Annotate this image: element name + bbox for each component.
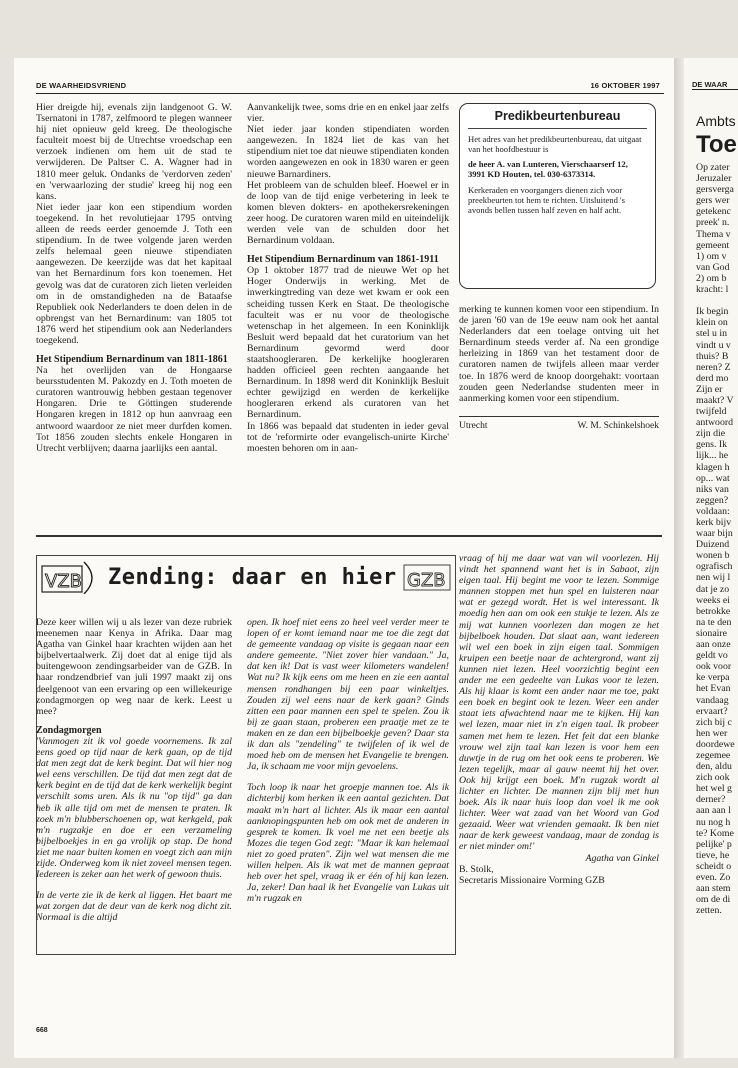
signature-place: Utrecht (459, 420, 488, 431)
paragraph: vraag of hij me daar wat van wil voorlezen. Hij vindt het spannend want het is in Sabaot, zijn eigen taal. Hij begint me voor te lezen. Sommige mannen stoppen met hun spel en luisteren naar wat er gezegd wordt. Het is wel interessant. Ik moedig hen aan om ook een stukje te lezen. Als ze mij wat kunnen voorlezen dan mogen ze het bijbelboek houden. Dat slaat aan, want iedereen wil wel een boek in zijn eigen taal. Sommigen kruipen een beetje naar de achtergrond, want zij kunnen niet lezen. Heel voorzichtig begint een ander me een gedeelte van Lukas voor te lezen. Als hij klaar is komt een ander naar me toe, pakt een boek en begint ook te lezen. Weer een ander staat iets afwachtend naar me te kijken. Hij kan wel lezen, maar niet in z'n eigen taal. Ik probeer samen met hem te lezen. Het feit dat een blanke vrouw wel zijn taal kan lezen is voor hem een duwtje in de rug om het ook eens te proberen. We lezen tegelijk, maar al gauw neemt hij het over. Ook hij krijgt een boek. M'n rugzak wordt al lichter en lichter. De mannen zijn blij met hun boek. Als ik naar huis loop dan voel ik me ook lichter. Weer wat zaad van het Woord van God gezaaid. Weer wat vrienden gemaakt. Ik ben niet naar de kerk geweest vandaag, maar de zondag is er niet minder om!' (459, 553, 659, 853)
next-page-line: derner? (696, 794, 726, 806)
byline-role: Secretaris Missionaire Vorming GZB (459, 874, 605, 886)
next-page-line: tieve, he (696, 849, 730, 861)
next-page-line: lijk... he (696, 450, 729, 462)
next-page-edge (684, 58, 738, 1058)
next-page-line: aan stem (696, 883, 731, 895)
next-page-line: doordewe (696, 738, 735, 750)
next-page-line: derd mo (696, 372, 729, 384)
next-page-line: Ik begin (696, 306, 729, 318)
box-title: Predikbeurtenbureau (494, 109, 621, 123)
next-page-line: gersverga (696, 184, 734, 196)
next-page-line: hen wer (696, 727, 728, 739)
next-page-line: om de di (696, 894, 731, 906)
next-page-line: stel u in (696, 328, 728, 340)
next-page-line: maakt? V (696, 394, 734, 406)
box-intro: Het adres van het predikbeurtenbureau, dat uitgaat van het hoofdbestuur is (468, 133, 642, 154)
next-page-line: 2) om b (696, 272, 727, 284)
next-page-line: geldt vo (696, 650, 728, 662)
next-page-line: ke verpa (696, 672, 730, 684)
page-number: 668 (36, 1027, 48, 1034)
next-page-line: nu nog h (696, 816, 731, 828)
issue-date: 16 OKTOBER 1997 (590, 81, 660, 90)
article-column-1 (36, 102, 232, 454)
next-page-line: Thema v (696, 228, 731, 240)
next-page-line: op... wat (696, 472, 730, 484)
paragraph: merking te kunnen komen voor een stipendium. In de jaren '60 van de 19e eeuw nam ook het aantal Nederlanders dat een toelage ontving uit het Bernardinum steeds verder af. Na een grondige herleizing in 1869 van het testament door de curatoren namen de twijfels alleen maar verder toe. In 1876 werd de knoop doorgehakt: voortaan zouden geen Nederlandse studenten meer in aanmerking komen voor een stipendium. (459, 304, 659, 404)
magazine-name: DE WAARHEIDSVRIEND (36, 81, 127, 90)
next-page-line: klein on (696, 317, 728, 329)
zending-column-1 (36, 617, 232, 923)
next-page-line: wonen b (696, 550, 730, 562)
next-page-line: klagen h (696, 461, 730, 473)
next-page-line: voldaan: (696, 505, 730, 517)
next-page-line: het Evan (696, 683, 731, 695)
paragraph: Aanvankelijk twee, soms drie en en enkel jaar zelfs vier. (247, 102, 449, 125)
next-page-line: Op zater (696, 162, 730, 173)
section-divider (36, 535, 662, 537)
zending-column-2 (247, 617, 449, 904)
next-page-line: twijfeld (696, 406, 727, 418)
next-page-line: zijn die (696, 428, 726, 440)
paragraph: In 1866 was bepaald dat studenten in ieder geval tot de 'reformirte oder evangelisch-unirte Kirche' moesten behoren om in aan- (247, 420, 449, 454)
next-page-line: 1) om v (696, 250, 727, 262)
paragraph: open. Ik hoef niet eens zo heel veel verder meer te lopen of er komt iemand naar me toe die zegt dat de gemeente vandaag op visite is gegaan naar een andere gemeente. "Niet zover hier vandaan." Ja, dat ken ik! Dat is vast weer kilometers wandelen! Wat nu? Ik kijk eens om me heen en zie een aantal mensen rondhangen bij een paar winkeltjes. Zouden zij wel eens naar de kerk gaan? Ginds zitten een paar mannen een spel te spelen. Zou ik bij ze gaan staan, proberen een praatje met ze te maken en ze dan een bijbelboekje geven? Daar sta ik dan als "zendeling" te twijfelen of ik wel de moed heb om de mensen het Evangelie te brengen. Ja, ik schaam me voor mijn gevoelens. (247, 617, 449, 773)
next-page-line: het wel g (696, 783, 732, 795)
next-page-line: vindt u v (696, 339, 731, 351)
next-page-line: ografisch (696, 561, 733, 573)
next-page-line: kerk bijv (696, 517, 732, 528)
next-page-line: antwoord (696, 417, 734, 429)
next-page-line: zetten. (696, 905, 722, 917)
next-page-line: preek' n. (696, 217, 730, 229)
next-page-line: zeggen? (696, 494, 729, 506)
next-page-line: pelijke' p (696, 838, 732, 850)
next-page-line: thuis? B (696, 350, 729, 362)
byline-name: B. Stolk, (459, 863, 494, 875)
next-page-line: sionaire (696, 627, 728, 639)
vzb-logo (40, 560, 102, 594)
next-page-line: van God (696, 261, 730, 273)
next-page-line: weeks ei (696, 594, 731, 606)
next-page-line (696, 295, 738, 306)
next-page-line: scheidt o (696, 860, 732, 872)
next-page-line: getekenc (696, 206, 731, 218)
section-heading: Het Stipendium Bernardinum van 1811-1861 (36, 354, 228, 366)
next-page-line: neren? Z (696, 361, 731, 373)
zending-subhead: Zondagmorgen (36, 724, 102, 736)
box-note: Kerkeraden en voorgangers dienen zich voor preekbeurten tot hem te richten. Uitsluitend 's avonds bellen tussen half zeven en half acht. (468, 184, 625, 215)
zending-intro: Deze keer willen wij u als lezer van deze rubriek meenemen naar Kenya in Afrika. Daar mag Agatha van Ginkel haar krachten wijden aan het bijbelvertaalwerk. Zij doet dat al enige tijd als buitengewoon zendingsarbeider van de GZB. In haar rondzendbrief van juli 1997 maakt zij ons deelgenoot van een ervaring op een willekeurige zondagmorgen op weg naar de kerk. Leest u mee? (36, 617, 232, 717)
next-page-line: waar bijn (696, 528, 733, 540)
next-page-line: even. Zo (696, 872, 731, 883)
next-page-line: den, aldu (696, 761, 732, 773)
box-address: de heer A. van Lunteren, Vierschaarserf 12, 3991 KD Houten, tel. 030-6373314. (468, 159, 628, 180)
next-page-line: ervaart? (696, 705, 728, 717)
next-page-line: gemeent (696, 239, 730, 251)
next-page-line: na te den (696, 616, 732, 628)
next-page-line: kracht: l (696, 284, 729, 296)
next-page-line: Jeruzaler (696, 173, 732, 185)
article-column-2 (247, 102, 449, 454)
next-page-line: ook voor (696, 661, 732, 673)
next-page-line: aan onze (696, 639, 731, 651)
section-heading: Het Stipendium Bernardinum van 1861-1911 (247, 254, 439, 266)
divider (468, 128, 647, 129)
article-column-3 (459, 304, 659, 432)
paragraph: In de verte zie ik de kerk al liggen. Het baart me wat zorgen dat de deur van de kerk nog dicht zit. Normaal is die altijd (36, 890, 232, 924)
paragraph: Niet ieder jaar kon een stipendium worden toegekend. In het revolutiejaar 1795 ontving alleen de reeds eerder genoemde J. Toth een stipendium. In de twee volgende jaren werden zelfs helemaal geen nieuwe stipendiaten aangewezen. De keerzijde was dat het kapitaal van het Bernardinum fors kon toenemen. Het gevolg was dat de curatoren zich lieten verleiden om in de omstandigheden na de Bataafse Republiek ook Nederlanders te doen delen in de opbrengst van het Bernardinum: van 1805 tot 1876 werd het stipendium ook aan Nederlanders toegekend. (36, 201, 232, 346)
next-page-line: niks van (696, 483, 729, 495)
next-page-line: nen wij l (696, 572, 731, 584)
paragraph: Op 1 oktober 1877 trad de nieuwe Wet op het Hoger Onderwijs in werking. Met de inwerkingtreding van deze wet kwam er ook een scheiding tussen Kerk en Staat. De theologische faculteit was er nu voor de theologische wetenschap in het algemeen. In een Koninklijk Besluit werd bepaald dat het curatorium van het Bernardinum gevormd werd door staatshoogleraren. De kerkelijke hoogleraren hadden officieel geen rechten aangaande het Bernardinum. In 1898 werd dit Koninklijk Besluit echter gewijzigd en werden de kerkelijke hoogleraren erkend als curatoren van het Bernardinum. (247, 265, 449, 421)
next-page-line: Duizend (696, 539, 730, 551)
next-page-header: DE WAAR (692, 80, 738, 90)
paragraph: Het probleem van de schulden bleef. Hoewel er in de loop van de tijd enige verbetering in leek te komen bleven dokters- en apothekersrekeningen zeer hoog. De curatoren waren mild en uiteindelijk werden vele van de schulden door het Bernardinum voldaan. (247, 179, 449, 247)
zending-column-3 (459, 553, 659, 886)
gzb-logo (403, 562, 451, 592)
paragraph: Hier dreigde hij, evenals zijn landgenoot G. W. Tsernatoni in 1787, zelfmoord te plegen wanneer hij niet opnieuw geld kreeg. De theologische faculteit moest bij de Utrechtse vroedschap een verzoek indienen om hem uit de stad te verwijderen. De Paltser C. A. Wagner had in 1810 meer geluk. Ondanks de 'verdorven zeden' en 'verwaarlozing der studie' kreeg hij nog een kans. (36, 102, 232, 202)
running-header (36, 80, 664, 94)
next-page-line: betrokke (696, 605, 731, 617)
vzb-logo-text: VZB (45, 571, 82, 592)
zending-title-bar (40, 560, 451, 594)
signature-author: W. M. Schinkelshoek (577, 420, 659, 431)
paragraph: Toch loop ik naar het groepje mannen toe. Als ik dichterbij kom herken ik een aantal gezichten. Dat maakt m'n hart al lichter. Als ik maar een aantal aanknopingspunten heb om ook met de anderen in gesprek te komen. Ik voel me net een beetje als Mozes die tegen God zegt: "Maar ik kan helemaal niet zo goed praten". Zijn wel wat mensen die me willen helpen. Als ik wat met de mannen gepraat heb over het spel, vraag ik er één of hij kan lezen. Ja, zeker! Dan haal ik het Evangelie van Lukas uit m'n rugzak en (247, 782, 449, 905)
next-page-line: te? Kome (696, 827, 734, 839)
page-gutter (674, 58, 684, 1058)
next-page-line: zegemee (696, 749, 731, 761)
next-page-line: zich bij c (696, 716, 732, 728)
signature-line (459, 416, 659, 432)
next-page-line: Zijn er (696, 383, 723, 395)
predikbeurtenbureau-box (459, 103, 656, 289)
next-page-line: gers wer (696, 195, 730, 207)
zending-title: Zending: daar en hier (108, 564, 397, 590)
paragraph: Na het overlijden van de Hongaarse beursstudenten M. Pakozdy en J. Toth moeten de curatoren wantrouwig hebben gestaan tegenover Hongaren. Drie te Göttingen studerende Hongaren kregen in 1812 op hun aanvraag een antwoord waardoor ze niet meer durfden komen. Tot 1856 zouden slechts enkele Hongaren in Utrecht verblijven; daarna jaarlijks een aantal. (36, 365, 232, 454)
zending-author: Agatha van Ginkel (585, 852, 659, 864)
next-page-line: gens. Ik (696, 439, 728, 451)
gzb-logo-text: GZB (406, 570, 446, 591)
next-page-text (696, 162, 738, 916)
next-page-kicker: Ambts (696, 113, 736, 129)
next-page-title: Toe (696, 131, 737, 158)
paragraph: Niet ieder jaar konden stipendiaten worden aangewezen. In 1824 liet de kas van het stipendium niet toe dat nieuwe stipendiaten konden worden aangewezen en ook in 1830 waren er geen nieuwe Barnardiners. (247, 124, 449, 180)
next-page-line: dat je zo (696, 583, 730, 595)
next-page-line: aan aan l (696, 805, 731, 817)
paragraph: 'Vanmogen zit ik vol goede voornemens. Ik zal eens goed op tijd naar de kerk gaan, op de tijd dat men zegt dat de kerk begint. Dat wil hier nog wel eens verschillen. De tijd dat men zegt dat de kerk begint en de tijd dat de kerk werkelijk begint verschilt soms uren. Als ik nu "op tijd" ga dan heb ik alle tijd om met de mensen te praten. Ik zoek m'n blubberschoenen op, wat kerkgeld, pak m'n rugzakje en doe er een verzameling bijbelboekjes in en ga vrolijk op stap. De hond ziet me naar buiten komen en voegt zich aan mijn zijde. Onderweg kom ik niet zoveel mensen tegen. Iedereen is zeker aan het werk of gewoon thuis. (36, 735, 232, 881)
next-page-line: vandaag (696, 694, 729, 706)
next-page-line: zich ook (696, 772, 730, 784)
